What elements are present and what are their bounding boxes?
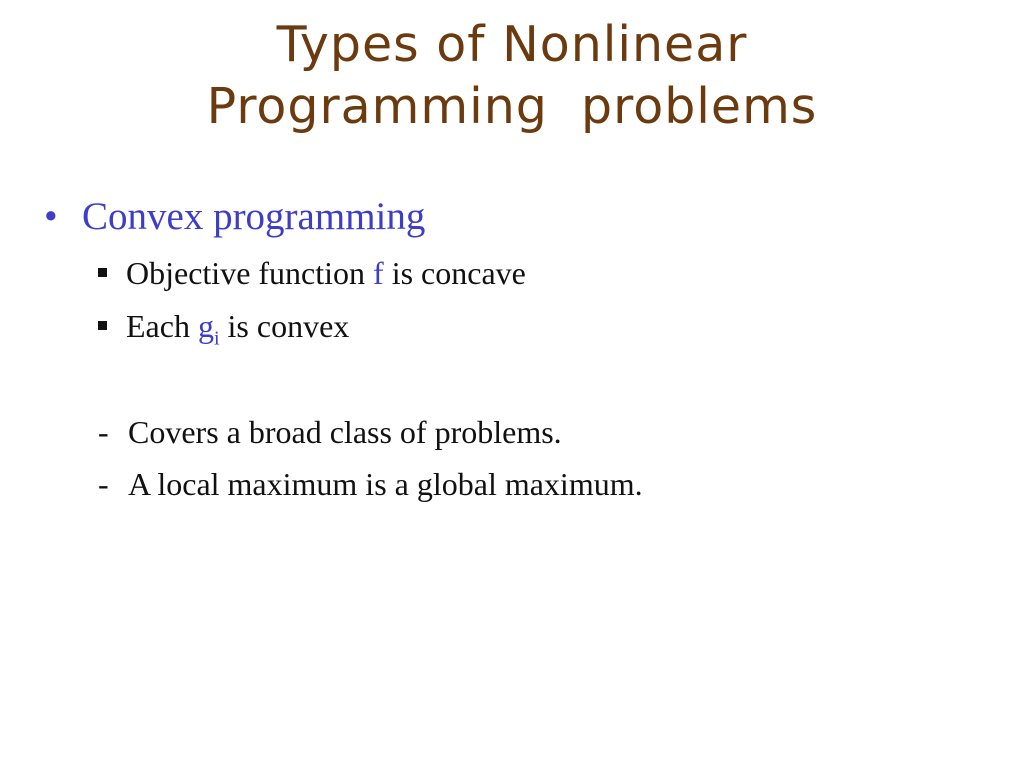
sub-bullet-constraints (98, 306, 349, 358)
square-bullet-icon (98, 268, 107, 277)
sub-bullet-objective (98, 253, 526, 293)
sub-bullet-prefix: Each (126, 308, 198, 344)
note-broad-class (98, 412, 562, 452)
sub-bullet-prefix: Objective function (126, 255, 374, 291)
dash-marker: - (98, 414, 109, 450)
dash-marker: - (98, 466, 109, 502)
note-local-global (98, 464, 643, 504)
sub-bullet-suffix: is concave (383, 255, 526, 291)
symbol-g-subscript: i (213, 327, 220, 350)
sub-bullet-suffix: is convex (219, 308, 350, 344)
bullet-convex-programming (44, 192, 425, 242)
symbol-g (197, 308, 220, 350)
note-text: Covers a broad class of problems. (128, 414, 562, 450)
bullet-dot-icon: • (44, 195, 58, 238)
symbol-f: f (373, 255, 384, 291)
note-text: A local maximum is a global maximum. (128, 466, 643, 502)
title-line-1: Types of Nonlinear (276, 16, 748, 73)
title-line-2: Programming problems (206, 78, 818, 135)
slide-title (0, 14, 1024, 138)
symbol-g-base: g (197, 308, 214, 344)
square-bullet-icon (98, 321, 107, 330)
bullet-label: Convex programming (82, 195, 426, 238)
